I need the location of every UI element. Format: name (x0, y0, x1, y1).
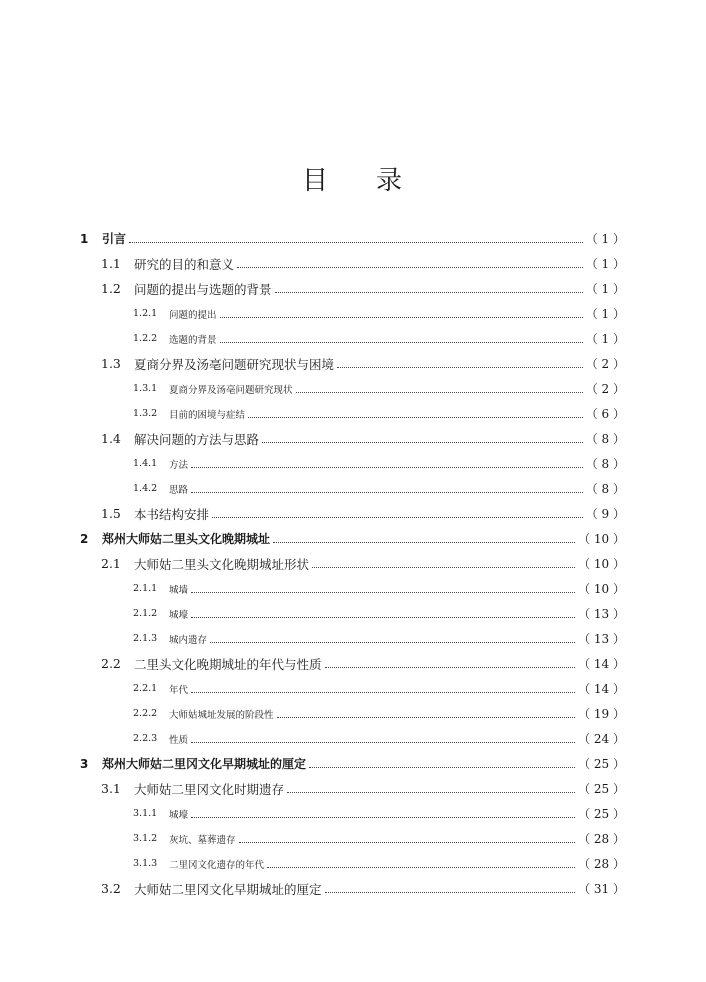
dot-leader (191, 491, 583, 493)
page-title (0, 160, 706, 197)
toc-entry (80, 651, 625, 676)
toc-entry-page: （ 10 ） (578, 557, 625, 571)
dot-leader (325, 891, 576, 893)
toc-entry (80, 626, 625, 651)
toc-entry-number: 3.1.3 (133, 858, 158, 869)
dot-leader (191, 466, 583, 468)
toc-entry (80, 826, 625, 851)
toc-entry-number: 3.1 (101, 781, 121, 796)
dot-leader (191, 691, 575, 693)
toc-entry-page: （ 1 ） (585, 282, 625, 296)
toc-entry (80, 851, 625, 876)
dot-leader (312, 566, 575, 568)
toc-entry-number: 2.1 (101, 556, 121, 571)
toc-entry-page: （ 13 ） (578, 632, 625, 646)
toc-entry-page: （ 10 ） (578, 532, 625, 546)
dot-leader (309, 766, 575, 768)
toc-entry-title: 城壕 (169, 609, 189, 621)
page-title-char-2: 录 (376, 166, 405, 196)
table-of-contents (80, 226, 625, 901)
dot-leader (210, 641, 575, 643)
dot-leader (262, 441, 583, 443)
toc-entry-title: 目前的困境与症结 (169, 409, 246, 421)
toc-entry-page: （ 1 ） (585, 232, 625, 246)
toc-entry (80, 576, 625, 601)
toc-entry-number: 1.1 (101, 256, 121, 271)
toc-entry (80, 451, 625, 476)
toc-entry-number: 2.1.1 (133, 583, 158, 594)
toc-entry (80, 401, 625, 426)
toc-entry-title: 二里头文化晚期城址的年代与性质 (134, 656, 322, 672)
toc-entry-title: 问题的提出与选题的背景 (134, 281, 272, 297)
toc-entry-page: （ 14 ） (578, 682, 625, 696)
toc-entry-page: （ 28 ） (578, 832, 625, 846)
toc-entry-page: （ 31 ） (578, 882, 625, 896)
toc-entry-title: 引言 (102, 232, 127, 246)
toc-entry-title: 二里冈文化遗存的年代 (169, 859, 265, 871)
toc-entry-title: 方法 (169, 459, 189, 471)
toc-entry-number: 1.4 (101, 431, 121, 446)
toc-entry-number: 1.2 (101, 281, 121, 296)
toc-entry-title: 灰坑、墓葬遗存 (169, 834, 236, 846)
toc-entry-title: 大师姑二里头文化晚期城址形状 (134, 556, 310, 572)
toc-entry-page: （ 28 ） (578, 857, 625, 871)
toc-entry-page: （ 8 ） (585, 432, 625, 446)
dot-leader (267, 866, 575, 868)
toc-entry-number: 2.1.3 (133, 633, 158, 644)
toc-entry-page: （ 2 ） (585, 382, 625, 396)
toc-entry (80, 801, 625, 826)
toc-entry-page: （ 6 ） (585, 407, 625, 421)
toc-entry-page: （ 25 ） (578, 782, 625, 796)
toc-entry-title: 性质 (169, 734, 189, 746)
toc-entry-page: （ 10 ） (578, 582, 625, 596)
page-title-char-1: 目 (301, 166, 330, 196)
toc-entry-number: 2.2.2 (133, 708, 158, 719)
dot-leader (237, 266, 583, 268)
toc-entry-number: 1.3.2 (133, 408, 158, 419)
dot-leader (191, 616, 575, 618)
dot-leader (277, 716, 576, 718)
toc-entry-number: 1 (80, 231, 89, 246)
toc-entry-number: 2.2.3 (133, 733, 158, 744)
toc-entry-number: 1.2.2 (133, 333, 158, 344)
toc-entry-title: 城墙 (169, 584, 189, 596)
toc-entry (80, 501, 625, 526)
toc-entry-number: 3.1.1 (133, 808, 158, 819)
toc-entry (80, 751, 625, 776)
dot-leader (337, 366, 583, 368)
toc-entry (80, 351, 625, 376)
toc-entry-page: （ 2 ） (585, 357, 625, 371)
toc-entry-title: 本书结构安排 (134, 506, 210, 522)
toc-entry-title: 问题的提出 (169, 309, 217, 321)
dot-leader (273, 541, 575, 543)
toc-entry (80, 701, 625, 726)
toc-entry (80, 276, 625, 301)
toc-entry-title: 大师姑城址发展的阶段性 (169, 709, 274, 721)
dot-leader (248, 416, 583, 418)
toc-entry (80, 676, 625, 701)
toc-entry-title: 夏商分界及汤亳问题研究现状 (169, 384, 293, 396)
toc-entry-number: 1.4.2 (133, 483, 158, 494)
toc-entry (80, 876, 625, 901)
toc-entry (80, 301, 625, 326)
toc-entry-title: 城内遗存 (169, 634, 208, 646)
toc-entry-title: 城壕 (169, 809, 189, 821)
toc-entry-title: 思路 (169, 484, 189, 496)
dot-leader (296, 391, 583, 393)
toc-entry-number: 2.2.1 (133, 683, 158, 694)
dot-leader (239, 841, 576, 843)
toc-entry (80, 526, 625, 551)
toc-entry-number: 2.2 (101, 656, 121, 671)
toc-entry-page: （ 9 ） (585, 507, 625, 521)
toc-entry-title: 大师姑二里冈文化时期遗存 (134, 781, 285, 797)
toc-entry (80, 601, 625, 626)
dot-leader (220, 316, 583, 318)
toc-entry-number: 1.5 (101, 506, 121, 521)
toc-entry-page: （ 24 ） (578, 732, 625, 746)
toc-entry (80, 726, 625, 751)
toc-entry-title: 解决问题的方法与思路 (134, 431, 260, 447)
toc-entry-title: 选题的背景 (169, 334, 217, 346)
toc-entry-title: 大师姑二里冈文化早期城址的厘定 (134, 881, 322, 897)
toc-entry-page: （ 8 ） (585, 457, 625, 471)
dot-leader (275, 291, 583, 293)
toc-entry (80, 376, 625, 401)
dot-leader (287, 791, 575, 793)
dot-leader (220, 341, 583, 343)
dot-leader (191, 591, 575, 593)
toc-entry-number: 3.2 (101, 881, 121, 896)
toc-entry-page: （ 19 ） (578, 707, 625, 721)
dot-leader (129, 241, 583, 243)
toc-entry-number: 3.1.2 (133, 833, 158, 844)
dot-leader (212, 516, 583, 518)
toc-entry-number: 1.4.1 (133, 458, 158, 469)
toc-entry-page: （ 25 ） (578, 807, 625, 821)
dot-leader (191, 741, 575, 743)
toc-entry-page: （ 1 ） (585, 257, 625, 271)
dot-leader (325, 666, 576, 668)
toc-entry-title: 郑州大师姑二里头文化晚期城址 (102, 532, 271, 546)
dot-leader (191, 816, 575, 818)
toc-entry (80, 426, 625, 451)
toc-entry-page: （ 25 ） (578, 757, 625, 771)
toc-entry-title: 研究的目的和意义 (134, 256, 235, 272)
toc-entry-title: 夏商分界及汤亳问题研究现状与困境 (134, 356, 335, 372)
toc-entry-title: 郑州大师姑二里冈文化早期城址的厘定 (102, 757, 307, 771)
toc-entry-page: （ 1 ） (585, 332, 625, 346)
toc-entry-page: （ 14 ） (578, 657, 625, 671)
toc-entry (80, 551, 625, 576)
toc-entry-page: （ 8 ） (585, 482, 625, 496)
toc-entry-page: （ 13 ） (578, 607, 625, 621)
toc-entry (80, 251, 625, 276)
toc-entry (80, 476, 625, 501)
toc-entry (80, 326, 625, 351)
toc-entry-number: 1.2.1 (133, 308, 158, 319)
toc-entry (80, 226, 625, 251)
toc-entry-number: 3 (80, 756, 89, 771)
toc-entry (80, 776, 625, 801)
toc-entry-page: （ 1 ） (585, 307, 625, 321)
toc-entry-title: 年代 (169, 684, 189, 696)
toc-entry-number: 2 (80, 531, 89, 546)
toc-entry-number: 1.3.1 (133, 383, 158, 394)
toc-entry-number: 1.3 (101, 356, 121, 371)
toc-entry-number: 2.1.2 (133, 608, 158, 619)
